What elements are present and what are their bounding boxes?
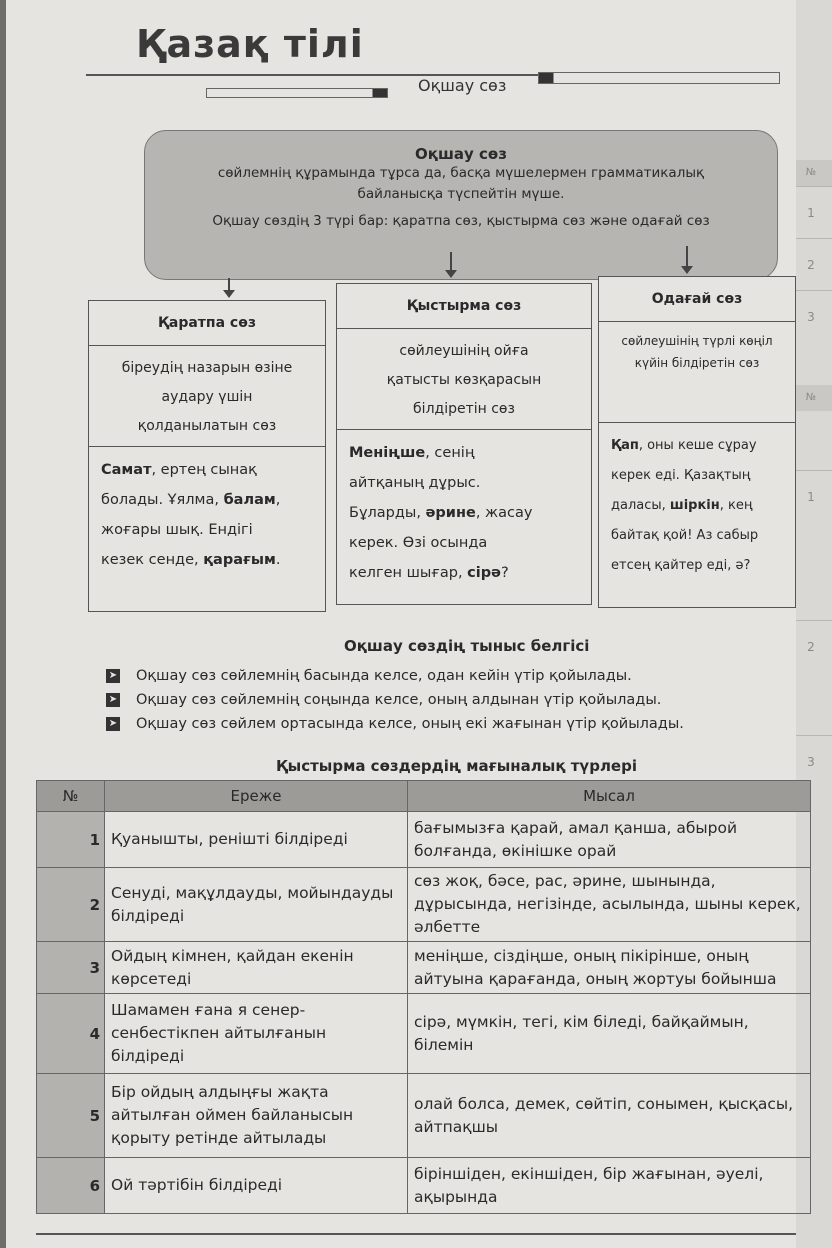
section-subtitle: Оқшау сөз (418, 76, 507, 95)
example-text: даласы, (611, 498, 670, 513)
column-example (89, 447, 325, 583)
table-row (37, 1074, 811, 1158)
example-line (611, 491, 783, 521)
column-example (599, 423, 795, 589)
adjacent-page-num: 3 (790, 290, 832, 343)
definition-line: сөйлеушінің түрлі көңіл (621, 334, 773, 348)
example-text: ? (500, 565, 509, 581)
definition-line: сөйлеушінің ойға (399, 343, 529, 359)
arrow-bullet-icon: ➤ (106, 693, 120, 707)
row-example: меніңше, сіздіңше, оның пікірінше, оның айтуына қарағанда, оның жортуы бойынша (408, 942, 811, 994)
row-rule: Бір ойдың алдыңғы жақта айтылған оймен байланысын қорыту ретінде айтылады (105, 1074, 408, 1158)
example-line (349, 528, 579, 558)
table-row (37, 812, 811, 868)
example-text: керек. Өзі осында (349, 535, 488, 551)
example-text: болады. Ұялма, (101, 492, 224, 508)
table-row (37, 868, 811, 942)
highlighted-word: балам (223, 492, 276, 508)
column-header: Қыстырма сөз (337, 284, 591, 329)
row-number: 5 (37, 1074, 105, 1158)
adjacent-page-header: № (790, 160, 832, 186)
example-text: жоғары шық. Ендігі (101, 522, 253, 538)
row-number: 6 (37, 1158, 105, 1214)
example-line (349, 498, 579, 528)
footer-rule (36, 1233, 796, 1235)
subtitle-bar-left (206, 88, 388, 98)
example-line (101, 455, 313, 485)
adjacent-page-num: 1 (790, 186, 832, 239)
highlighted-word: сірә (467, 565, 501, 581)
definition-line: күйін білдіретін сөз (634, 356, 760, 370)
example-line (101, 545, 313, 575)
arrow-down-icon (686, 246, 688, 268)
adjacent-page-num: 1 (790, 470, 832, 523)
definition-line: қатысты көзқарасын (386, 372, 542, 388)
list-item-text: Оқшау сөз сөйлемнің соңында келсе, оның алдынан үтір қойылады. (136, 692, 662, 708)
column-header-example: Мысал (408, 781, 811, 812)
definition-line: аудару үшін (161, 389, 253, 405)
highlighted-word: Меніңше (349, 445, 426, 461)
column-example (337, 430, 591, 596)
example-line (611, 431, 783, 461)
row-number: 1 (37, 812, 105, 868)
definition-line: біреудің назарын өзіне (121, 360, 293, 376)
column-definition (337, 329, 591, 430)
column-header: Қаратпа сөз (89, 301, 325, 346)
table-header-row (37, 781, 811, 812)
subtitle-bar-right (538, 72, 780, 84)
highlighted-word: Қап (611, 438, 639, 453)
example-line (101, 515, 313, 545)
meaning-types-table (36, 780, 811, 1214)
definition-heading: Оқшау сөз (415, 145, 507, 163)
arrow-down-icon (228, 278, 230, 292)
list-item (106, 712, 684, 736)
highlighted-word: Самат (101, 462, 152, 478)
definition-line: байланысқа түспейтін мүше. (357, 186, 565, 202)
column-definition (89, 346, 325, 447)
punctuation-list (106, 664, 684, 736)
row-rule: Ой тәртібін білдіреді (105, 1158, 408, 1214)
table-row (37, 942, 811, 994)
column-header-rule: Ереже (105, 781, 408, 812)
example-line (101, 485, 313, 515)
example-text: айтқаның дұрыс. (349, 475, 481, 491)
highlighted-word: қарағым (203, 552, 276, 568)
page-title: Қазақ тілі (136, 22, 364, 66)
example-text: , оны кеше сұрау (638, 438, 757, 453)
example-text: келген шығар, (349, 565, 468, 581)
table-title: Қыстырма сөздердің мағыналық түрлері (276, 757, 637, 775)
example-text: , сенің (425, 445, 475, 461)
example-text: , ертең сынақ (151, 462, 257, 478)
example-text: кезек сенде, (101, 552, 204, 568)
table-row (37, 1158, 811, 1214)
textbook-page (6, 0, 801, 1248)
row-example: олай болса, демек, сөйтіп, сонымен, қысқасы, айтпақшы (408, 1074, 811, 1158)
column-odagai (598, 276, 796, 608)
row-rule: Қуанышты, ренішті білдіреді (105, 812, 408, 868)
definition-box (144, 130, 778, 280)
example-line (349, 468, 579, 498)
column-header-no: № (37, 781, 105, 812)
example-line (349, 438, 579, 468)
row-example: біріншіден, екіншіден, бір жағынан, әуелі, ақырында (408, 1158, 811, 1214)
adjacent-page-num: 2 (790, 238, 832, 291)
column-karatpa (88, 300, 326, 612)
example-line (611, 551, 783, 581)
list-item (106, 664, 684, 688)
list-item-text: Оқшау сөз сөйлем ортасында келсе, оның екі жағынан үтір қойылады. (136, 716, 684, 732)
row-rule: Шамамен ғана я сенер-сенбестікпен айтылғанын білдіреді (105, 994, 408, 1074)
column-definition (599, 322, 795, 423)
example-line (611, 521, 783, 551)
row-number: 3 (37, 942, 105, 994)
example-text: керек еді. Қазақтың (611, 468, 751, 483)
arrow-down-icon (450, 252, 452, 272)
example-text: , кең (719, 498, 753, 513)
example-text: байтақ қой! Аз сабыр (611, 528, 759, 543)
example-text: . (275, 552, 281, 568)
example-text: Бұларды, (349, 505, 426, 521)
table-row (37, 994, 811, 1074)
column-kystyrma (336, 283, 592, 605)
row-number: 2 (37, 868, 105, 942)
example-text: , (275, 492, 281, 508)
adjacent-page-header: № (790, 385, 832, 411)
example-line (349, 558, 579, 588)
example-line (611, 461, 783, 491)
example-text: етсең қайтер еді, ә? (611, 558, 751, 573)
example-text: , жасау (475, 505, 533, 521)
list-item-text: Оқшау сөз сөйлемнің басында келсе, одан кейін үтір қойылады. (136, 668, 632, 684)
row-example: сөз жоқ, бәсе, рас, әрине, шынында, дұрысында, негізінде, асылында, шыны керек, әлбетте (408, 868, 811, 942)
adjacent-page-num: 3 (790, 735, 832, 788)
definition-line: білдіретін сөз (413, 401, 515, 417)
highlighted-word: шіркін (669, 498, 720, 513)
punctuation-heading: Оқшау сөздің тыныс белгісі (344, 637, 590, 655)
definition-line: сөйлемнің құрамында тұрса да, басқа мүшелермен грамматикалық (217, 165, 705, 181)
row-example: бағымызға қарай, амал қанша, абырой болғанда, өкінішке орай (408, 812, 811, 868)
column-header: Одағай сөз (599, 277, 795, 322)
adjacent-page-num: 2 (790, 620, 832, 673)
list-item (106, 688, 684, 712)
row-example: сірә, мүмкін, тегі, кім біледі, байқаймын, білемін (408, 994, 811, 1074)
arrow-bullet-icon: ➤ (106, 717, 120, 731)
row-rule: Сенуді, мақұлдауды, мойындауды білдіреді (105, 868, 408, 942)
row-rule: Ойдың кімнен, қайдан екенін көрсетеді (105, 942, 408, 994)
arrow-bullet-icon: ➤ (106, 669, 120, 683)
definition-types: Оқшау сөздің 3 түрі бар: қаратпа сөз, қыстырма сөз және одағай сөз (212, 213, 710, 229)
row-number: 4 (37, 994, 105, 1074)
definition-line: қолданылатын сөз (137, 418, 277, 434)
highlighted-word: әрине (425, 505, 476, 521)
